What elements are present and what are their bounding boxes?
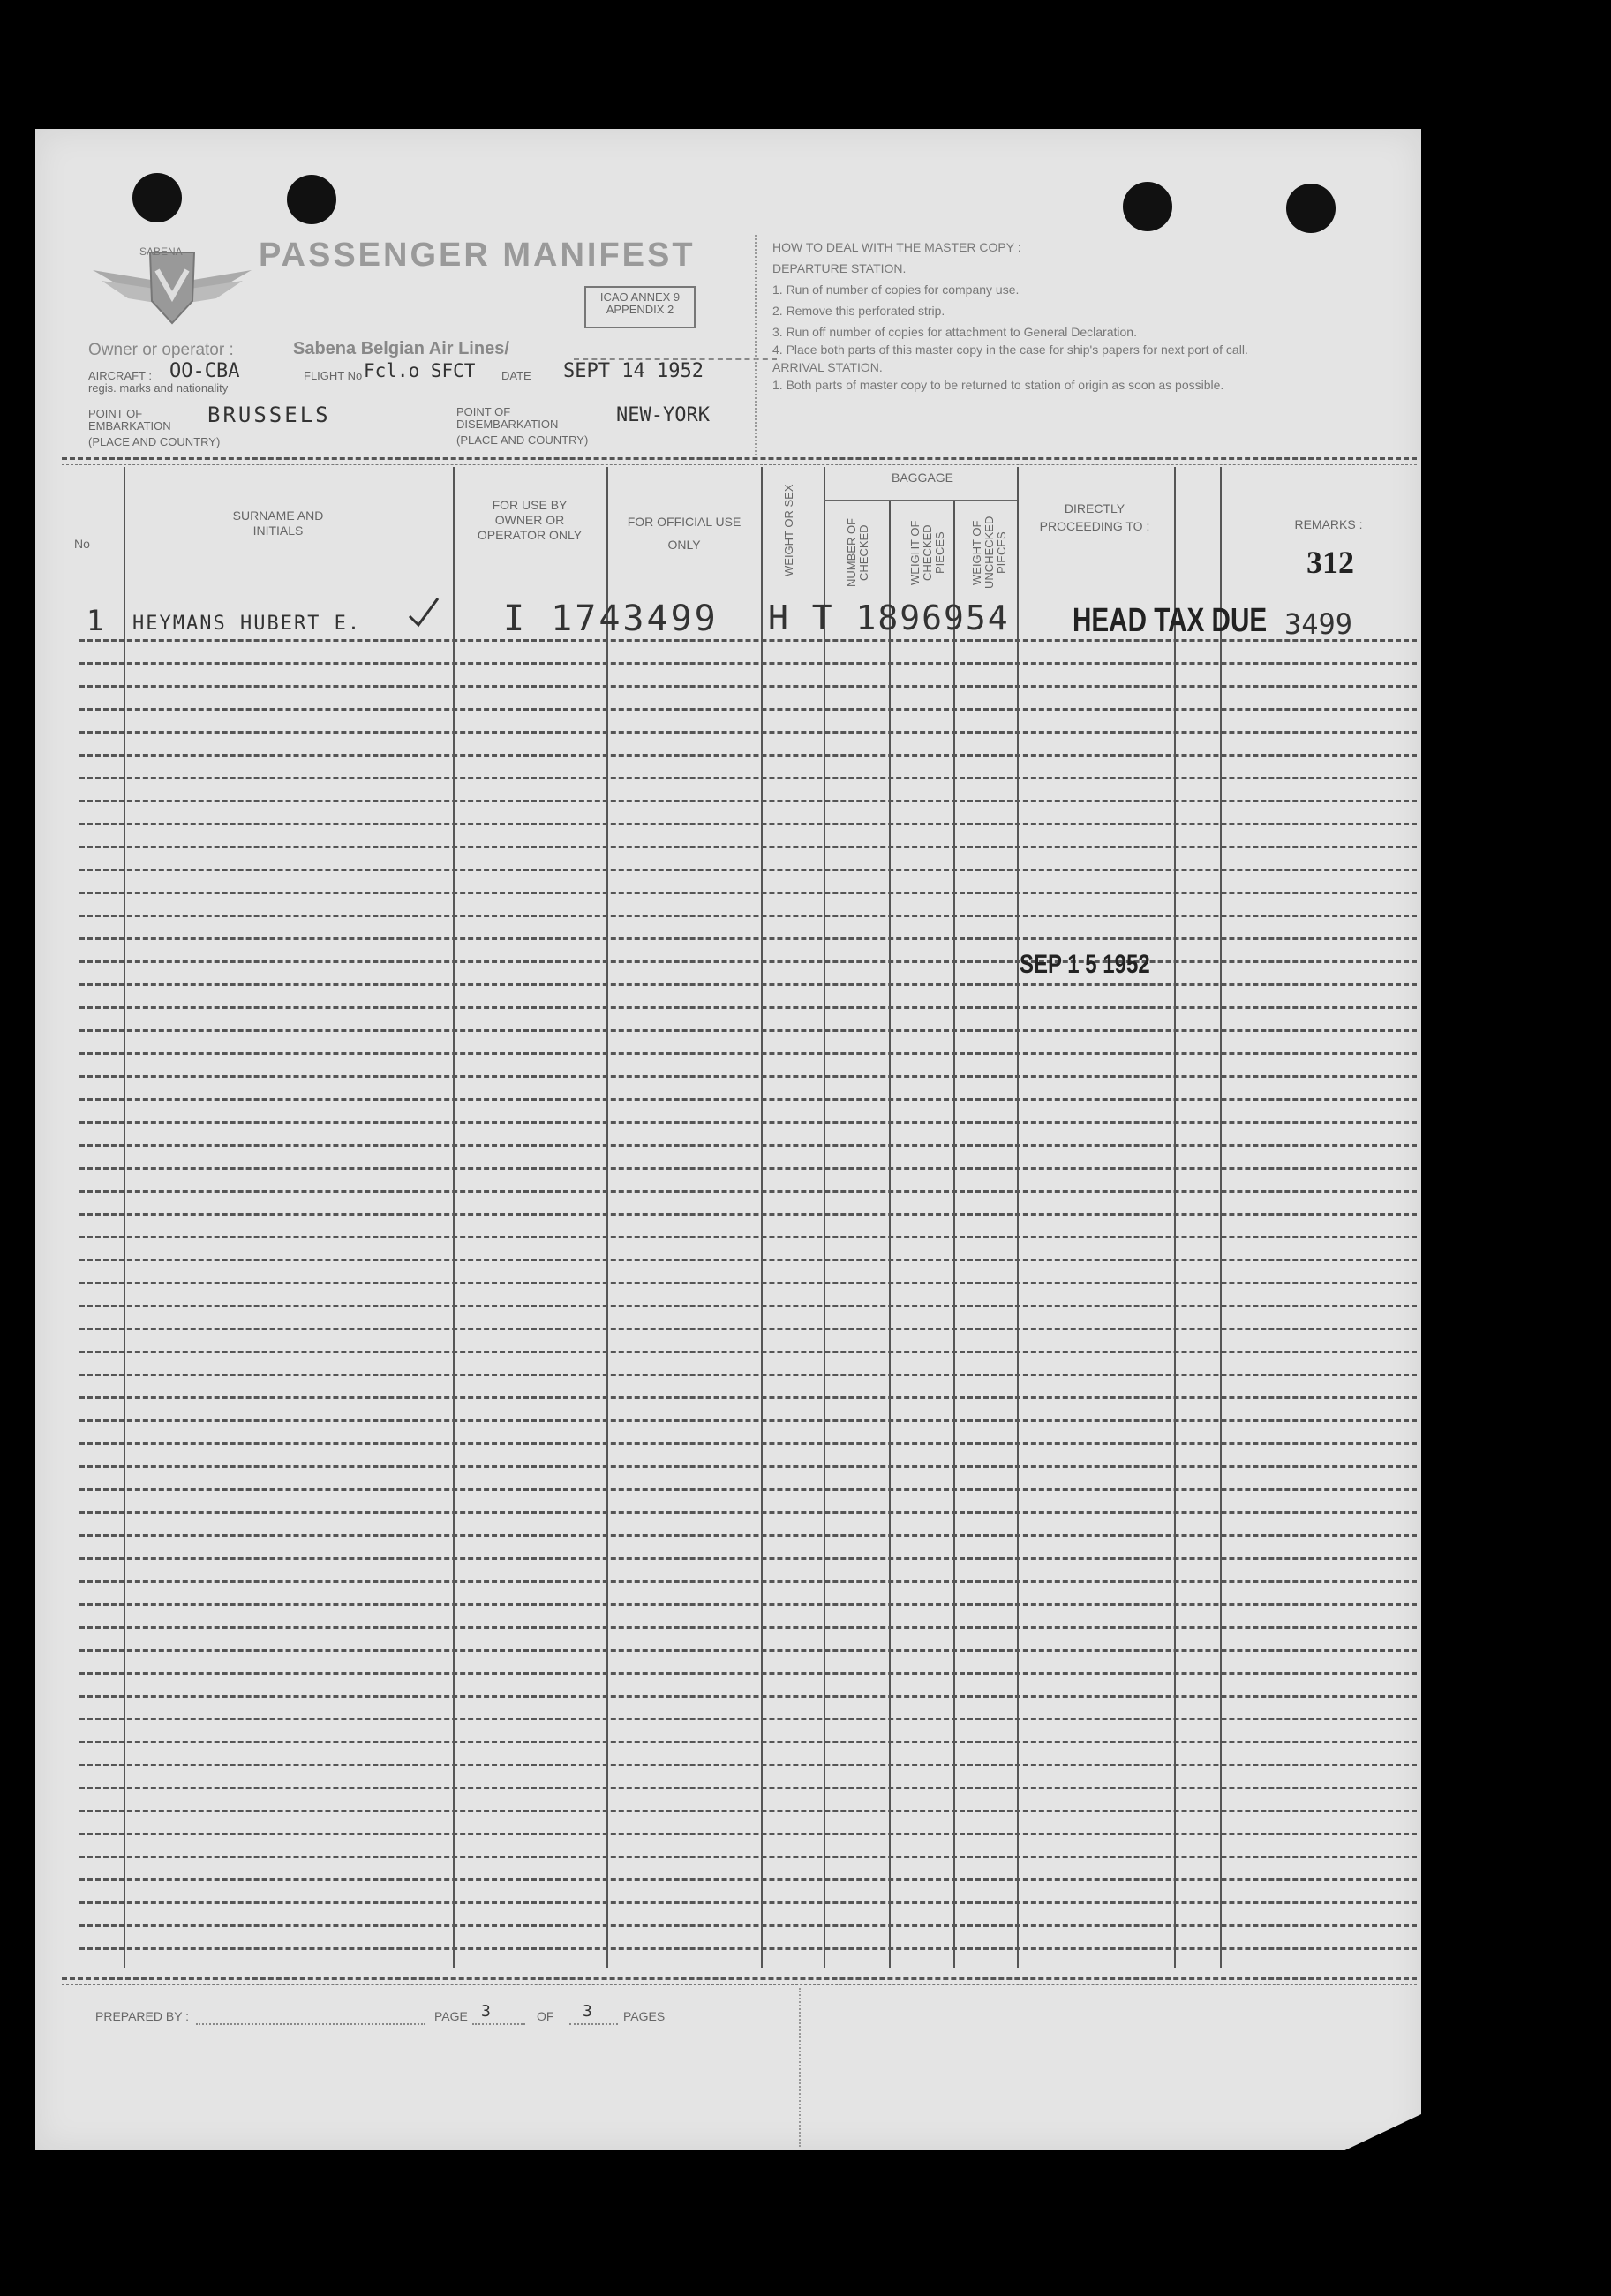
table-row — [79, 1810, 1417, 1812]
table-row — [79, 1052, 1417, 1055]
table-row — [79, 869, 1417, 871]
page-value: 3 — [481, 2002, 491, 2021]
disembarkation-sub: (PLACE AND COUNTRY) — [456, 433, 589, 447]
table-row — [79, 1328, 1417, 1330]
flight-value: Fcl.o SFCT — [364, 360, 476, 381]
owner-label: Owner or operator : — [88, 341, 234, 359]
table-row — [79, 1878, 1417, 1881]
pages-label: PAGES — [623, 2009, 666, 2023]
table-row — [79, 1006, 1417, 1009]
table-row — [79, 983, 1417, 986]
disembarkation-label: POINT OF DISEMBARKATION — [456, 405, 559, 431]
checkmark-icon — [406, 595, 441, 630]
table-row — [79, 1672, 1417, 1675]
table-row — [79, 1764, 1417, 1766]
table-row — [79, 1741, 1417, 1743]
page-corner — [1337, 2114, 1421, 2154]
date-value: SEPT 14 1952 — [563, 360, 704, 382]
table-row — [79, 1534, 1417, 1537]
table-row — [79, 1259, 1417, 1261]
punch-hole — [287, 175, 336, 224]
table-row — [79, 1167, 1417, 1170]
table-row — [79, 731, 1417, 734]
table-row — [79, 1121, 1417, 1124]
icao-reference-box: ICAO ANNEX 9 APPENDIX 2 — [584, 286, 696, 328]
table-row — [79, 1580, 1417, 1583]
table-row — [79, 1236, 1417, 1238]
entry-owner-use: I 1743499 — [503, 598, 719, 639]
table-row — [79, 1718, 1417, 1720]
table-row — [79, 960, 1417, 963]
column-surname: SURNAME AND INITIALS — [232, 508, 324, 538]
table-row — [79, 800, 1417, 802]
table-row — [79, 685, 1417, 688]
table-row — [79, 1833, 1417, 1835]
entry-no: 1 — [87, 604, 104, 637]
table-row — [79, 777, 1417, 779]
table-row — [79, 1626, 1417, 1629]
table-row — [79, 708, 1417, 711]
table-row — [79, 1029, 1417, 1032]
table-row — [79, 662, 1417, 665]
table-row — [79, 1856, 1417, 1858]
column-baggage: BAGGAGE — [891, 470, 954, 485]
column-owner-use: FOR USE BY OWNER OR OPERATOR ONLY — [477, 498, 583, 542]
table-row — [79, 1305, 1417, 1307]
aircraft-label: AIRCRAFT : — [88, 369, 152, 382]
table-row — [79, 1557, 1417, 1560]
table-row — [79, 937, 1417, 940]
column-weight-unchecked: WEIGHT OF UNCHECKED PIECES — [970, 516, 1008, 590]
table-row — [79, 1419, 1417, 1422]
table-row — [79, 892, 1417, 894]
column-no: No — [74, 537, 90, 551]
aircraft-value: OO-CBA — [169, 360, 240, 382]
table-row — [79, 846, 1417, 848]
form-title: PASSENGER MANIFEST — [259, 237, 696, 274]
punch-hole — [132, 173, 182, 222]
entry-name: HEYMANS HUBERT E. — [132, 613, 362, 635]
of-label: OF — [537, 2009, 554, 2023]
table-row — [79, 1488, 1417, 1491]
table-row — [79, 1695, 1417, 1698]
table-row — [79, 1213, 1417, 1216]
of-value: 3 — [583, 2002, 592, 2021]
table-row — [79, 1075, 1417, 1078]
table-row — [79, 1511, 1417, 1514]
table-row — [79, 1098, 1417, 1101]
table-row — [79, 1374, 1417, 1376]
punch-hole — [1123, 182, 1172, 231]
head-tax-stamp: HEAD TAX DUE — [1073, 602, 1268, 639]
date-stamp: SEP 1 5 1952 — [1020, 950, 1150, 979]
table-row — [79, 1947, 1417, 1950]
table-row — [79, 915, 1417, 917]
table-row — [79, 1396, 1417, 1399]
date-label: DATE — [501, 369, 531, 382]
entry-official: H T 1896954 — [768, 598, 1010, 637]
table-row — [79, 1649, 1417, 1652]
table-row — [79, 1787, 1417, 1789]
column-proceeding: DIRECTLY PROCEEDING TO : — [1039, 501, 1150, 533]
table-row — [79, 754, 1417, 757]
column-number-checked: NUMBER OF CHECKED — [845, 518, 870, 587]
column-official-use: FOR OFFICIAL USE ONLY — [627, 515, 742, 552]
embarkation-sub: (PLACE AND COUNTRY) — [88, 435, 221, 448]
table-row — [79, 1603, 1417, 1606]
table-row — [79, 823, 1417, 825]
embarkation-label: POINT OF EMBARKATION — [88, 407, 171, 433]
embarkation-value: BRUSSELS — [207, 403, 331, 427]
column-remarks: REMARKS : — [1294, 517, 1363, 531]
instructions-block: HOW TO DEAL WITH THE MASTER COPY : DEPARTURE STATION. 1. Run of number of copies for company use. 2. Remove this perforated strip. 3. Run off number of copies for attachment to General Declaration. 4. Place both parts of this master copy in the case for ship's papers for next port of call. ARRIVAL STATION. 1. Both parts of master copy to be returned to station of origin as soon as possible. — [772, 240, 1248, 392]
table-row — [79, 1465, 1417, 1468]
disembarkation-value: NEW-YORK — [616, 404, 710, 426]
column-weight: WEIGHT OR SEX — [782, 484, 795, 577]
entry-remarks: 3499 — [1284, 607, 1353, 641]
table-row — [79, 1901, 1417, 1904]
table-row — [79, 1924, 1417, 1927]
regis-label: regis. marks and nationality — [88, 381, 229, 395]
flight-label: FLIGHT No — [304, 369, 363, 382]
logo-text: SABENA — [139, 245, 183, 258]
column-weight-checked: WEIGHT OF CHECKED PIECES — [908, 520, 946, 585]
page-label: PAGE — [434, 2009, 468, 2023]
page-stamp-number: 312 — [1306, 545, 1354, 580]
table-row — [79, 1144, 1417, 1147]
owner-value: Sabena Belgian Air Lines/ — [293, 339, 509, 358]
punch-hole — [1286, 184, 1336, 233]
table-row — [79, 1351, 1417, 1353]
table-row — [79, 1442, 1417, 1445]
manifest-page — [35, 129, 1421, 2150]
table-row — [79, 1282, 1417, 1284]
prepared-by-label: PREPARED BY : — [95, 2009, 190, 2023]
table-row — [79, 1190, 1417, 1193]
